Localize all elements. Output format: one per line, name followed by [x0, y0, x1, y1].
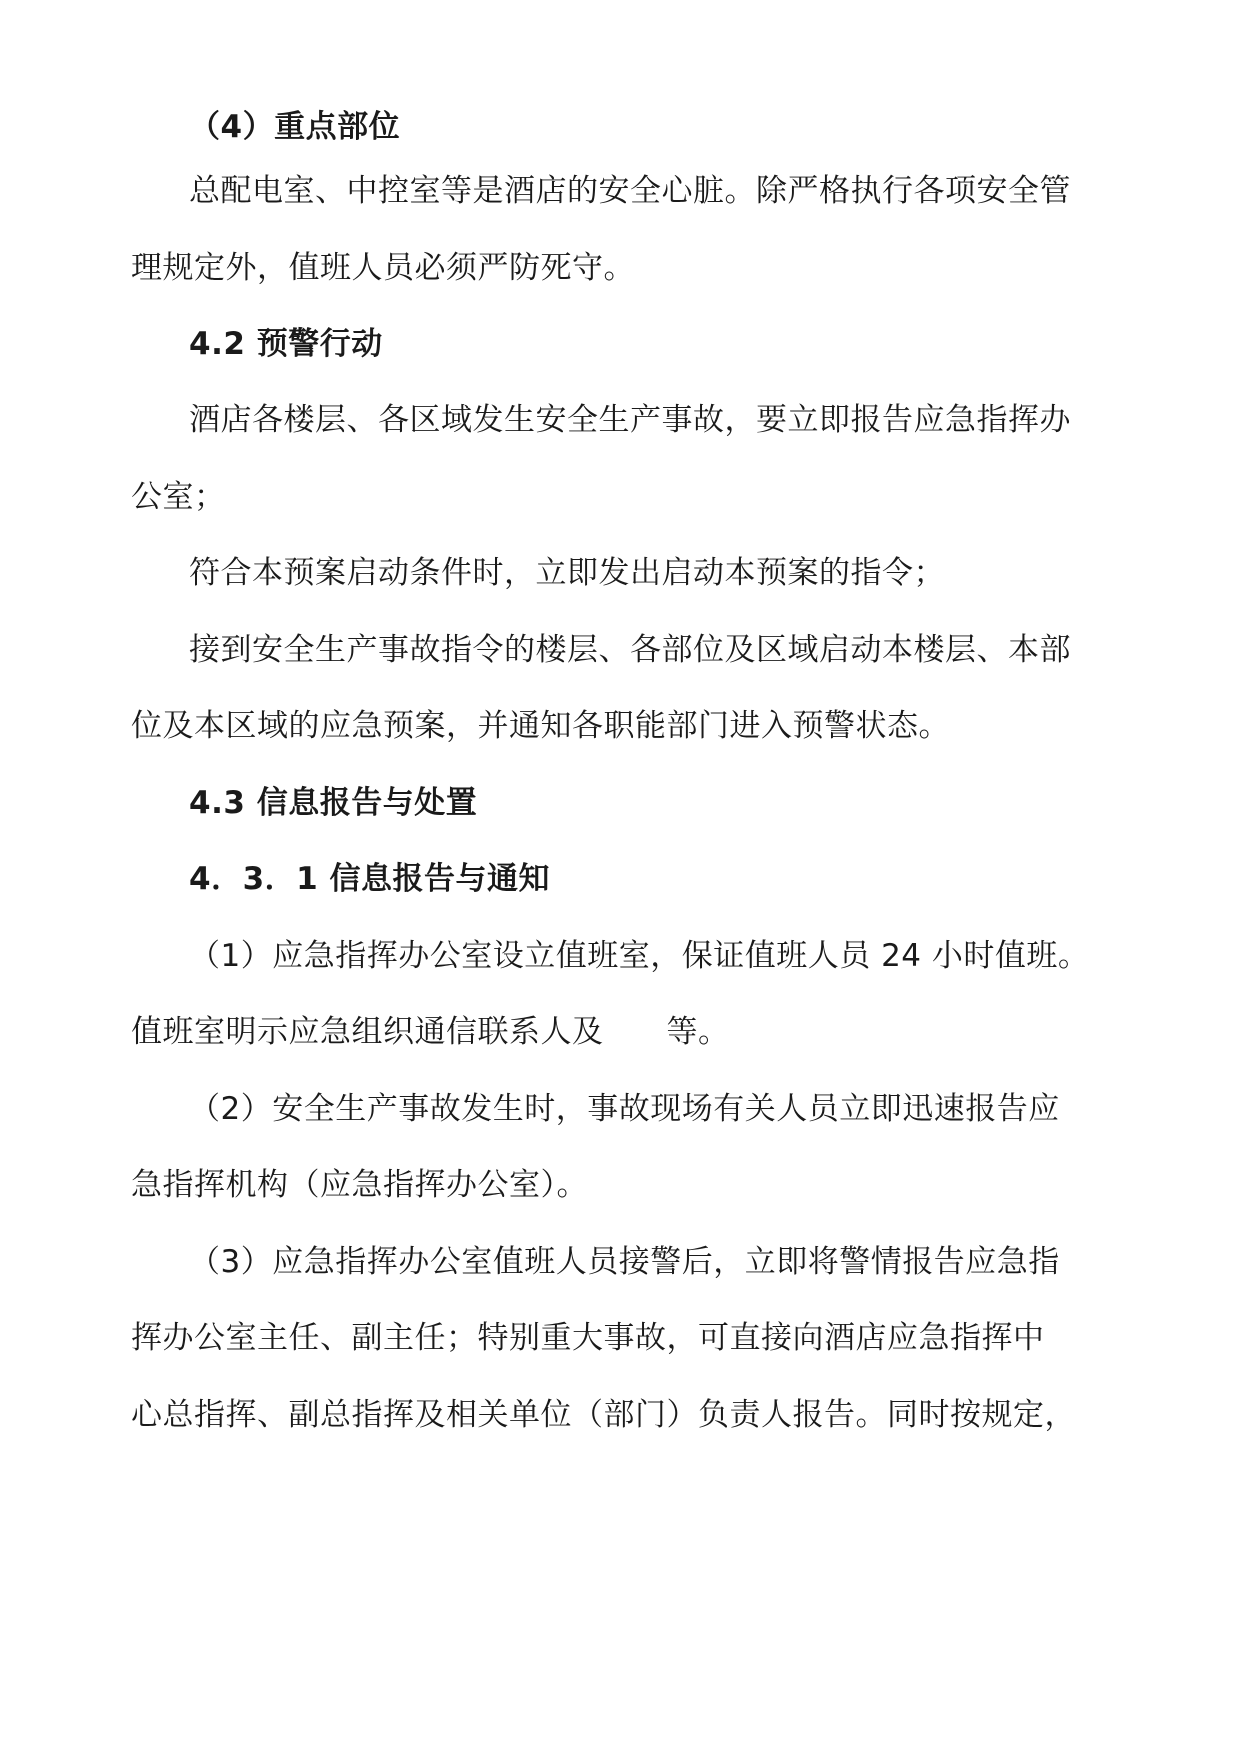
paragraph-line: （1）应急指挥办公室设立值班室，保证值班人员 24 小时值班。	[189, 938, 1090, 974]
heading-4-3: 4.3 信息报告与处置	[189, 785, 478, 821]
paragraph-line: 挥办公室主任、副主任；特别重大事故，可直接向酒店应急指挥中	[131, 1320, 1045, 1356]
paragraph-line: 心总指挥、副总指挥及相关单位（部门）负责人报告。同时按规定，	[131, 1397, 1076, 1433]
paragraph-line: 总配电室、中控室等是酒店的安全心脏。除严格执行各项安全管	[189, 173, 1071, 209]
paragraph-line: 符合本预案启动条件时，立即发出启动本预案的指令；	[189, 555, 945, 591]
paragraph-line: 酒店各楼层、各区域发生安全生产事故，要立即报告应急指挥办	[189, 402, 1071, 438]
paragraph-line: 位及本区域的应急预案，并通知各职能部门进入预警状态。	[131, 708, 950, 744]
paragraph-line: （2）安全生产事故发生时，事故现场有关人员立即迅速报告应	[189, 1091, 1060, 1127]
paragraph-line: 值班室明示应急组织通信联系人及 等。	[131, 1014, 730, 1050]
heading-4-2: 4.2 预警行动	[189, 326, 383, 362]
paragraph-line: 理规定外，值班人员必须严防死守。	[131, 250, 635, 286]
paragraph-line: 接到安全生产事故指令的楼层、各部位及区域启动本楼层、本部	[189, 632, 1071, 668]
paragraph-line: 公室；	[131, 479, 226, 515]
paragraph-line: （3）应急指挥办公室值班人员接警后，立即将警情报告应急指	[189, 1244, 1060, 1280]
paragraph-line: 急指挥机构（应急指挥办公室）。	[131, 1167, 588, 1203]
heading-4-3-1: 4．3．1 信息报告与通知	[189, 861, 551, 897]
heading-key-locations: （4）重点部位	[189, 109, 401, 145]
